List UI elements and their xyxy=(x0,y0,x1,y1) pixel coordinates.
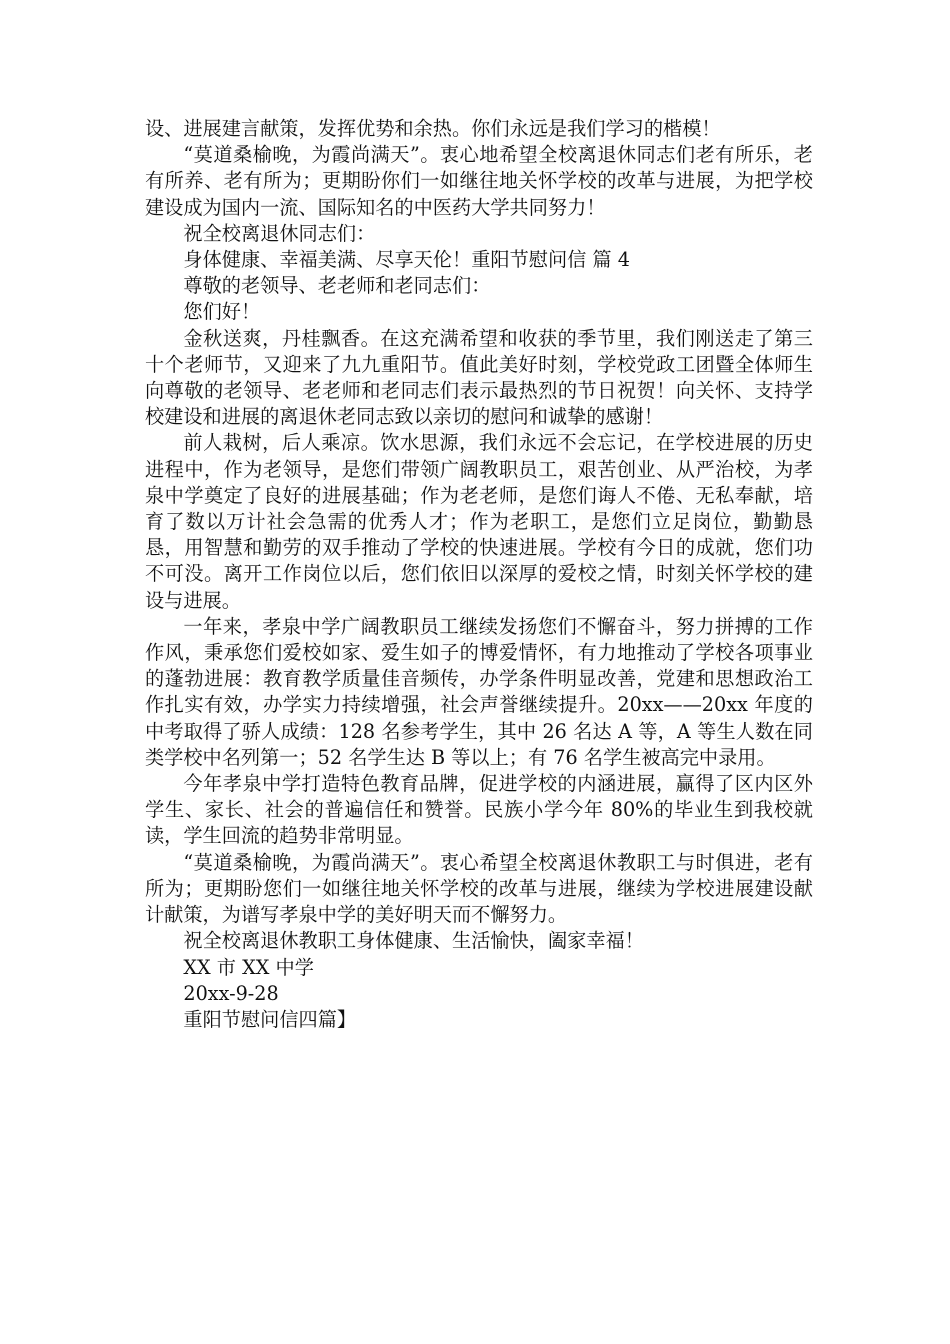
signature-school: XX 市 XX 中学 xyxy=(183,955,314,979)
paragraph-predecessors: 前人栽树，后人乘凉。饮水思源，我们永远不会忘记，在学校进展的历史进程中，作为老领导，是您们带领广阔教职员工，艰苦创业、从严治校，为孝泉中学奠定了良好的进展基础；作为老老师，是您们诲人不倦、无私奉献，培育了数以万计社会急需的优秀人才；作为老职工，是您们立足岗位，勤勤恳恳，用智慧和勤劳的双手推动了学校的快速进展。学校有今日的成就，您们功不可没。离开工作岗位以后，您们依旧以深厚的爱校之情，时刻关怀学校的建设与进展。 xyxy=(145,431,813,612)
paragraph-past-year: 一年来，孝泉中学广阔教职员工继续发扬您们不懈奋斗，努力拼搏的工作作风，秉承您们爱校如家、爱生如子的博爱情怀，有力地推动了学校各项事业的蓬勃进展：教育教学质量佳音频传，办学条件明显改善，党建和思想政治工作扎实有效，办学实力持续增强，社会声誉继续提升。20xx——20xx 年度的中考取得了骄人成绩：128 名参考学生，其中 26 名达 A 等，A 等生人数在同类学校中名列第一；52 名学生达 B 等以上；有 76 名学生被高完中录用。 xyxy=(145,614,813,769)
paragraph-this-year: 今年孝泉中学打造特色教育品牌，促进学校的内涵进展，赢得了区内区外学生、家长、社会的普遍信任和赞誉。民族小学今年 80%的毕业生到我校就读，学生回流的趋势非常明显。 xyxy=(145,772,813,848)
signature-date: 20xx-9-28 xyxy=(183,981,279,1005)
paragraph-autumn: 金秋送爽，丹桂飘香。在这充满希望和收获的季节里，我们刚送走了第三十个老师节，又迎来了九九重阳节。值此美好时刻，学校党政工团暨全体师生向尊敬的老领导、老老师和老同志们表示最热烈的节日祝贺！向关怀、支持学校建设和进展的离退休老同志致以亲切的慰问和诚挚的感谢！ xyxy=(145,326,813,429)
paragraph-quote-hope: “莫道桑榆晚，为霞尚满天”。衷心希望全校离退休教职工与时俱进，老有所为；更期盼您们一如继往地关怀学校的改革与进展，继续为学校进展建设献计献策，为谱写孝泉中学的美好明天而不懈努力。 xyxy=(145,850,813,927)
paragraph-continuation: 设、进展建言献策，发挥优势和余热。你们永远是我们学习的楷模！ xyxy=(145,117,721,140)
blessing-line: 祝全校离退休同志们： xyxy=(183,221,376,245)
closing-blessing: 祝全校离退休教职工身体健康、生活愉快，阖家幸福！ xyxy=(183,929,644,953)
greeting: 您们好！ xyxy=(183,300,261,324)
document-end-title: 重阳节慰问信四篇】 xyxy=(183,1007,357,1031)
salutation: 尊敬的老领导、老老师和老同志们： xyxy=(183,274,491,298)
document-body xyxy=(145,116,813,1033)
blessing-line-heading: 身体健康、幸福美满、尽享天伦！重阳节慰问信 篇 4 xyxy=(183,248,630,272)
paragraph-quote-wishes: “莫道桑榆晚，为霞尚满天”。衷心地希望全校离退休同志们老有所乐，老有所养、老有所为；更期盼你们一如继往地关怀学校的改革与进展，为把学校建设成为国内一流、国际知名的中医药大学共同努力！ xyxy=(145,143,813,219)
